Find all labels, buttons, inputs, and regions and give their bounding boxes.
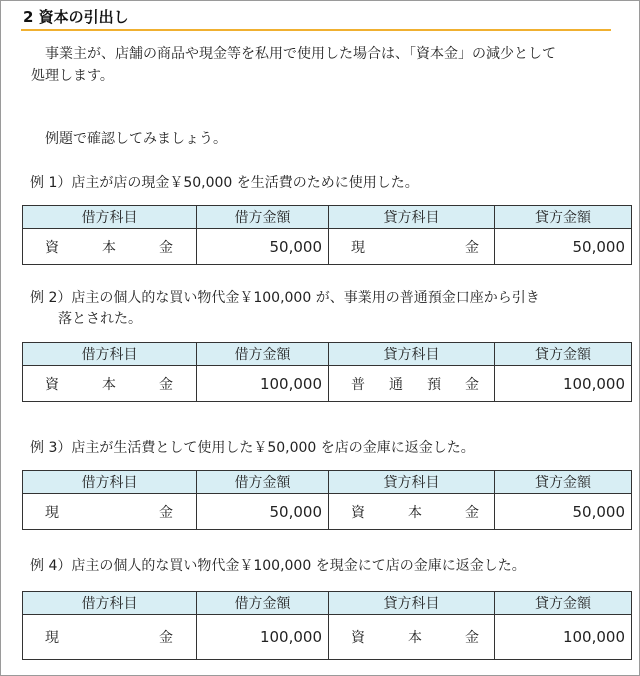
col-debit-account: 借方科目 <box>23 206 197 229</box>
col-credit-amount: 貸方金額 <box>495 471 632 494</box>
credit-account: 資 本 金 <box>351 630 479 646</box>
credit-account-cell <box>329 366 495 402</box>
col-debit-account: 借方科目 <box>23 592 197 615</box>
col-credit-amount: 貸方金額 <box>495 206 632 229</box>
debit-account-cell <box>23 494 197 530</box>
col-credit-account: 貸方科目 <box>329 206 495 229</box>
example-3-label <box>30 438 630 459</box>
example-3-text: 例 3）店主が生活費として使用した￥50,000 を店の金庫に返金した。 <box>30 440 475 456</box>
intro-paragraph <box>31 43 631 87</box>
col-credit-amount: 貸方金額 <box>495 343 632 366</box>
example-1-label <box>30 173 630 194</box>
credit-amount: 50,000 <box>495 494 632 530</box>
example-2-label <box>30 288 630 330</box>
section-heading-text: 2 資本の引出し <box>23 8 129 26</box>
col-debit-amount: 借方金額 <box>197 343 329 366</box>
col-debit-amount: 借方金額 <box>197 471 329 494</box>
col-credit-amount: 貸方金額 <box>495 592 632 615</box>
table-header-row <box>23 343 632 366</box>
col-credit-account: 貸方科目 <box>329 471 495 494</box>
table-header-row <box>23 471 632 494</box>
debit-amount: 50,000 <box>197 494 329 530</box>
example-4-label <box>30 556 630 577</box>
credit-account-cell <box>329 229 495 265</box>
credit-amount: 100,000 <box>495 615 632 660</box>
intro-line-2: 処理します。 <box>31 68 114 84</box>
credit-account: 現 金 <box>351 239 479 256</box>
table-row <box>23 366 632 402</box>
col-credit-account: 貸方科目 <box>329 592 495 615</box>
table-header-row <box>23 206 632 229</box>
debit-amount: 100,000 <box>197 615 329 660</box>
credit-account-cell <box>329 494 495 530</box>
table-header-row <box>23 592 632 615</box>
journal-table-3 <box>22 470 632 530</box>
table-row <box>23 494 632 530</box>
credit-account-cell <box>329 615 495 660</box>
col-debit-amount: 借方金額 <box>197 592 329 615</box>
credit-amount: 100,000 <box>495 366 632 402</box>
credit-amount: 50,000 <box>495 229 632 265</box>
debit-account: 現 金 <box>45 504 173 521</box>
example-prompt: 例題で確認してみましょう。 <box>45 131 227 147</box>
debit-account-cell <box>23 615 197 660</box>
col-debit-amount: 借方金額 <box>197 206 329 229</box>
credit-account: 普 通 預 金 <box>351 376 479 393</box>
example-2-text: 例 2）店主の個人的な買い物代金￥100,000 が、事業用の普通預金口座から引き <box>30 290 540 306</box>
debit-account-cell <box>23 229 197 265</box>
debit-account: 資 本 金 <box>45 239 173 256</box>
intro-line-1: 事業主が、店舗の商品や現金等を私用で使用した場合は、「資本金」の減少として <box>45 46 556 62</box>
example-4-text: 例 4）店主の個人的な買い物代金￥100,000 を現金にて店の金庫に返金した。 <box>30 558 526 574</box>
col-debit-account: 借方科目 <box>23 343 197 366</box>
section-heading <box>21 5 611 31</box>
debit-account: 資 本 金 <box>45 376 173 393</box>
journal-table-2 <box>22 342 632 402</box>
journal-table-4 <box>22 591 632 660</box>
example-2-text-cont: 落とされた。 <box>58 311 142 327</box>
example-1-text: 例 1）店主が店の現金￥50,000 を生活費のために使用した。 <box>30 175 419 191</box>
debit-account-cell <box>23 366 197 402</box>
journal-table-1 <box>22 205 632 265</box>
debit-account: 現 金 <box>45 630 173 646</box>
col-credit-account: 貸方科目 <box>329 343 495 366</box>
table-row <box>23 229 632 265</box>
credit-account: 資 本 金 <box>351 504 479 521</box>
col-debit-account: 借方科目 <box>23 471 197 494</box>
debit-amount: 50,000 <box>197 229 329 265</box>
debit-amount: 100,000 <box>197 366 329 402</box>
table-row <box>23 615 632 660</box>
